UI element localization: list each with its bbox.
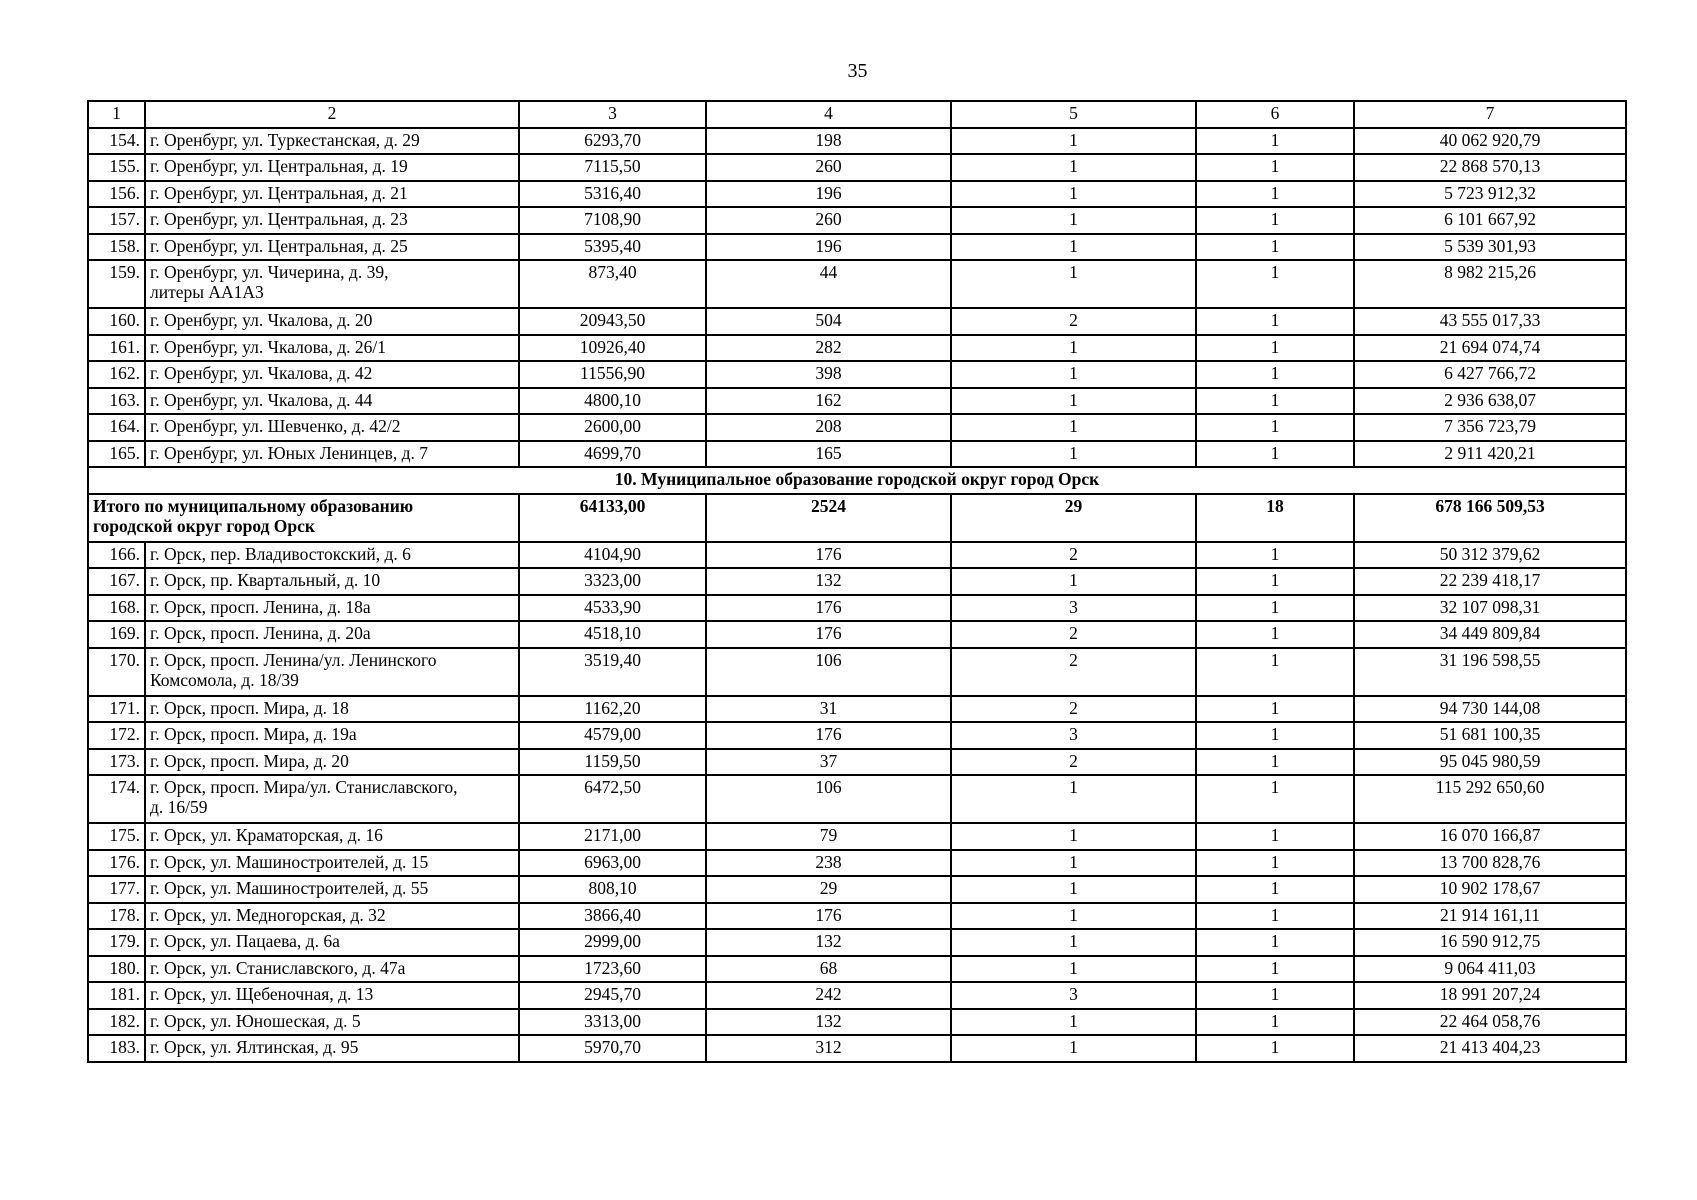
column-6-cell: 1 bbox=[1196, 154, 1354, 181]
column-4-cell: 242 bbox=[706, 982, 951, 1009]
column-5-cell: 1 bbox=[951, 388, 1196, 415]
column-4-cell: 238 bbox=[706, 850, 951, 877]
row-number-cell: 165. bbox=[88, 441, 145, 468]
table-row bbox=[88, 956, 1626, 983]
column-header-7: 7 bbox=[1354, 101, 1626, 128]
address-cell bbox=[145, 335, 519, 362]
table-row bbox=[88, 823, 1626, 850]
column-6-cell: 1 bbox=[1196, 1009, 1354, 1036]
table-row bbox=[88, 542, 1626, 569]
cost-cell: 2 936 638,07 bbox=[1354, 388, 1626, 415]
address-cell bbox=[145, 181, 519, 208]
row-number-cell: 182. bbox=[88, 1009, 145, 1036]
cost-cell: 115 292 650,60 bbox=[1354, 775, 1626, 823]
column-4-cell: 68 bbox=[706, 956, 951, 983]
table-row bbox=[88, 335, 1626, 362]
table-row bbox=[88, 207, 1626, 234]
address-cell bbox=[145, 648, 519, 696]
row-number-cell: 172. bbox=[88, 722, 145, 749]
column-4-cell: 198 bbox=[706, 128, 951, 155]
area-cell: 3519,40 bbox=[519, 648, 706, 696]
column-5-cell: 1 bbox=[951, 876, 1196, 903]
column-5-cell: 1 bbox=[951, 903, 1196, 930]
cost-cell: 6 427 766,72 bbox=[1354, 361, 1626, 388]
table-row bbox=[88, 648, 1626, 696]
table-row bbox=[88, 234, 1626, 261]
area-cell: 5970,70 bbox=[519, 1035, 706, 1062]
column-5-cell: 1 bbox=[951, 207, 1196, 234]
column-6-cell: 1 bbox=[1196, 722, 1354, 749]
column-header-6: 6 bbox=[1196, 101, 1354, 128]
column-4-cell: 196 bbox=[706, 234, 951, 261]
cost-cell: 51 681 100,35 bbox=[1354, 722, 1626, 749]
column-6-cell: 1 bbox=[1196, 595, 1354, 622]
address-line: г. Оренбург, ул. Юных Ленинцев, д. 7 bbox=[150, 442, 429, 463]
address-cell bbox=[145, 207, 519, 234]
address-cell bbox=[145, 441, 519, 468]
area-cell: 4699,70 bbox=[519, 441, 706, 468]
total-label-line-continued: городской округ город Орск bbox=[93, 515, 315, 536]
column-5-cell: 1 bbox=[951, 568, 1196, 595]
address-line: г. Орск, просп. Ленина, д. 20а bbox=[150, 623, 371, 643]
area-cell: 1159,50 bbox=[519, 749, 706, 776]
row-number-cell: 164. bbox=[88, 414, 145, 441]
area-cell: 6963,00 bbox=[519, 850, 706, 877]
column-6-cell: 1 bbox=[1196, 956, 1354, 983]
column-6-cell: 1 bbox=[1196, 903, 1354, 930]
address-cell bbox=[145, 595, 519, 622]
table-row bbox=[88, 260, 1626, 308]
address-line: г. Оренбург, ул. Центральная, д. 25 bbox=[150, 235, 408, 256]
column-5-cell: 1 bbox=[951, 335, 1196, 362]
column-header-4: 4 bbox=[706, 101, 951, 128]
row-number-cell: 180. bbox=[88, 956, 145, 983]
cost-cell: 5 723 912,32 bbox=[1354, 181, 1626, 208]
cost-cell: 43 555 017,33 bbox=[1354, 308, 1626, 335]
page-number: 35 bbox=[847, 60, 868, 82]
column-6-cell: 1 bbox=[1196, 568, 1354, 595]
column-6-cell: 1 bbox=[1196, 207, 1354, 234]
row-number-cell: 159. bbox=[88, 260, 145, 308]
address-cell bbox=[145, 749, 519, 776]
area-cell: 7115,50 bbox=[519, 154, 706, 181]
column-5-cell: 1 bbox=[951, 850, 1196, 877]
row-number-cell: 179. bbox=[88, 929, 145, 956]
row-number-cell: 155. bbox=[88, 154, 145, 181]
column-header-2: 2 bbox=[145, 101, 519, 128]
table-row bbox=[88, 696, 1626, 723]
address-cell bbox=[145, 388, 519, 415]
column-4-cell: 165 bbox=[706, 441, 951, 468]
row-number-cell: 176. bbox=[88, 850, 145, 877]
cost-cell: 7 356 723,79 bbox=[1354, 414, 1626, 441]
column-4-cell: 260 bbox=[706, 154, 951, 181]
column-6-cell: 1 bbox=[1196, 234, 1354, 261]
column-6-cell: 1 bbox=[1196, 929, 1354, 956]
area-cell: 7108,90 bbox=[519, 207, 706, 234]
row-number-cell: 177. bbox=[88, 876, 145, 903]
row-number-cell: 183. bbox=[88, 1035, 145, 1062]
section-heading-row bbox=[88, 467, 1626, 494]
column-5-cell: 2 bbox=[951, 542, 1196, 569]
table-row bbox=[88, 982, 1626, 1009]
table-row bbox=[88, 775, 1626, 823]
address-cell bbox=[145, 903, 519, 930]
row-number-cell: 166. bbox=[88, 542, 145, 569]
column-5-cell: 1 bbox=[951, 181, 1196, 208]
column-4-cell: 196 bbox=[706, 181, 951, 208]
table-row bbox=[88, 181, 1626, 208]
total-cost: 678 166 509,53 bbox=[1354, 494, 1626, 542]
column-5-cell: 1 bbox=[951, 260, 1196, 308]
column-4-cell: 106 bbox=[706, 775, 951, 823]
row-number-cell: 156. bbox=[88, 181, 145, 208]
column-4-cell: 208 bbox=[706, 414, 951, 441]
table-row bbox=[88, 361, 1626, 388]
address-line: г. Орск, ул. Ялтинская, д. 95 bbox=[150, 1037, 359, 1057]
column-6-cell: 1 bbox=[1196, 388, 1354, 415]
address-cell bbox=[145, 260, 519, 308]
column-6-cell: 1 bbox=[1196, 361, 1354, 388]
row-number-cell: 178. bbox=[88, 903, 145, 930]
column-6-cell: 1 bbox=[1196, 335, 1354, 362]
column-6-cell: 1 bbox=[1196, 982, 1354, 1009]
address-line: г. Орск, ул. Машиностроителей, д. 15 bbox=[150, 851, 429, 872]
column-4-cell: 29 bbox=[706, 876, 951, 903]
cost-cell: 10 902 178,67 bbox=[1354, 876, 1626, 903]
area-cell: 5316,40 bbox=[519, 181, 706, 208]
column-5-cell: 3 bbox=[951, 722, 1196, 749]
column-5-cell: 2 bbox=[951, 749, 1196, 776]
area-cell: 10926,40 bbox=[519, 335, 706, 362]
cost-cell: 31 196 598,55 bbox=[1354, 648, 1626, 696]
cost-cell: 9 064 411,03 bbox=[1354, 956, 1626, 983]
address-line: г. Оренбург, ул. Центральная, д. 23 bbox=[150, 209, 408, 229]
row-number-cell: 171. bbox=[88, 696, 145, 723]
cost-cell: 22 464 058,76 bbox=[1354, 1009, 1626, 1036]
row-number-cell: 168. bbox=[88, 595, 145, 622]
column-5-cell: 1 bbox=[951, 775, 1196, 823]
address-cell bbox=[145, 568, 519, 595]
address-cell bbox=[145, 621, 519, 648]
total-area: 64133,00 bbox=[519, 494, 706, 542]
address-line: г. Орск, ул. Машиностроителей, д. 55 bbox=[150, 878, 429, 898]
address-line: г. Орск, пр. Квартальный, д. 10 bbox=[150, 570, 381, 590]
address-cell bbox=[145, 982, 519, 1009]
column-4-cell: 31 bbox=[706, 696, 951, 723]
column-5-cell: 1 bbox=[951, 929, 1196, 956]
table-row bbox=[88, 441, 1626, 468]
column-6-cell: 1 bbox=[1196, 749, 1354, 776]
row-number-cell: 154. bbox=[88, 128, 145, 155]
column-4-cell: 176 bbox=[706, 621, 951, 648]
column-4-cell: 176 bbox=[706, 903, 951, 930]
table-row bbox=[88, 568, 1626, 595]
column-6-cell: 1 bbox=[1196, 414, 1354, 441]
address-line: г. Орск, просп. Мира, д. 18 bbox=[150, 697, 349, 718]
total-row bbox=[88, 494, 1626, 542]
address-cell bbox=[145, 823, 519, 850]
table-row bbox=[88, 308, 1626, 335]
address-line: г. Оренбург, ул. Центральная, д. 19 bbox=[150, 156, 408, 176]
address-line: г. Орск, ул. Юношеская, д. 5 bbox=[150, 1010, 361, 1031]
table-row bbox=[88, 1035, 1626, 1062]
cost-cell: 6 101 667,92 bbox=[1354, 207, 1626, 234]
table-row bbox=[88, 876, 1626, 903]
table-row bbox=[88, 128, 1626, 155]
address-line: г. Оренбург, ул. Чкалова, д. 42 bbox=[150, 363, 373, 383]
address-line: г. Орск, просп. Мира/ул. Станиславского, bbox=[150, 777, 458, 797]
column-5-cell: 3 bbox=[951, 595, 1196, 622]
address-cell bbox=[145, 929, 519, 956]
address-line: г. Орск, ул. Щебеночная, д. 13 bbox=[150, 984, 374, 1004]
column-6-cell: 1 bbox=[1196, 696, 1354, 723]
address-line: г. Оренбург, ул. Центральная, д. 21 bbox=[150, 182, 408, 203]
row-number-cell: 174. bbox=[88, 775, 145, 823]
table-row bbox=[88, 850, 1626, 877]
total-column-6: 18 bbox=[1196, 494, 1354, 542]
cost-cell: 21 413 404,23 bbox=[1354, 1035, 1626, 1062]
area-cell: 2945,70 bbox=[519, 982, 706, 1009]
row-number-cell: 160. bbox=[88, 308, 145, 335]
table-body bbox=[88, 101, 1626, 1062]
cost-cell: 22 239 418,17 bbox=[1354, 568, 1626, 595]
table-row bbox=[88, 414, 1626, 441]
address-line: г. Оренбург, ул. Чкалова, д. 44 bbox=[150, 389, 373, 410]
row-number-cell: 169. bbox=[88, 621, 145, 648]
area-cell: 4579,00 bbox=[519, 722, 706, 749]
area-cell: 1723,60 bbox=[519, 956, 706, 983]
cost-cell: 94 730 144,08 bbox=[1354, 696, 1626, 723]
address-line-continued: Комсомола, д. 18/39 bbox=[150, 669, 299, 690]
column-4-cell: 398 bbox=[706, 361, 951, 388]
cost-cell: 13 700 828,76 bbox=[1354, 850, 1626, 877]
column-4-cell: 132 bbox=[706, 1009, 951, 1036]
column-6-cell: 1 bbox=[1196, 441, 1354, 468]
column-4-cell: 312 bbox=[706, 1035, 951, 1062]
area-cell: 808,10 bbox=[519, 876, 706, 903]
cost-cell: 18 991 207,24 bbox=[1354, 982, 1626, 1009]
table-row bbox=[88, 722, 1626, 749]
area-cell: 4518,10 bbox=[519, 621, 706, 648]
column-5-cell: 1 bbox=[951, 956, 1196, 983]
column-4-cell: 260 bbox=[706, 207, 951, 234]
area-cell: 4104,90 bbox=[519, 542, 706, 569]
column-5-cell: 2 bbox=[951, 621, 1196, 648]
cost-cell: 40 062 920,79 bbox=[1354, 128, 1626, 155]
column-6-cell: 1 bbox=[1196, 850, 1354, 877]
row-number-cell: 181. bbox=[88, 982, 145, 1009]
cost-cell: 5 539 301,93 bbox=[1354, 234, 1626, 261]
address-line: г. Орск, просп. Мира, д. 20 bbox=[150, 750, 349, 771]
area-cell: 3313,00 bbox=[519, 1009, 706, 1036]
column-6-cell: 1 bbox=[1196, 181, 1354, 208]
column-5-cell: 1 bbox=[951, 1009, 1196, 1036]
cost-cell: 22 868 570,13 bbox=[1354, 154, 1626, 181]
address-cell bbox=[145, 696, 519, 723]
address-line-continued: литеры АА1А3 bbox=[150, 282, 264, 302]
address-line: г. Орск, ул. Медногорская, д. 32 bbox=[150, 904, 386, 925]
column-4-cell: 37 bbox=[706, 749, 951, 776]
column-6-cell: 1 bbox=[1196, 260, 1354, 308]
row-number-cell: 170. bbox=[88, 648, 145, 696]
address-line: г. Оренбург, ул. Туркестанская, д. 29 bbox=[150, 129, 420, 150]
table-row bbox=[88, 903, 1626, 930]
column-6-cell: 1 bbox=[1196, 128, 1354, 155]
column-6-cell: 1 bbox=[1196, 876, 1354, 903]
row-number-cell: 175. bbox=[88, 823, 145, 850]
table-row bbox=[88, 595, 1626, 622]
column-4-cell: 176 bbox=[706, 542, 951, 569]
address-line: г. Орск, просп. Ленина, д. 18а bbox=[150, 596, 371, 617]
column-header-3: 3 bbox=[519, 101, 706, 128]
address-line: г. Оренбург, ул. Чичерина, д. 39, bbox=[150, 262, 389, 282]
area-cell: 3323,00 bbox=[519, 568, 706, 595]
address-cell bbox=[145, 154, 519, 181]
area-cell: 2999,00 bbox=[519, 929, 706, 956]
address-cell bbox=[145, 234, 519, 261]
column-5-cell: 1 bbox=[951, 823, 1196, 850]
column-4-cell: 106 bbox=[706, 648, 951, 696]
total-column-5: 29 bbox=[951, 494, 1196, 542]
cost-cell: 32 107 098,31 bbox=[1354, 595, 1626, 622]
column-header-1: 1 bbox=[88, 101, 145, 128]
address-line: г. Орск, просп. Мира, д. 19а bbox=[150, 724, 357, 744]
column-5-cell: 2 bbox=[951, 308, 1196, 335]
address-cell bbox=[145, 722, 519, 749]
total-label-line: Итого по муниципальному образованию bbox=[93, 495, 414, 516]
column-4-cell: 176 bbox=[706, 722, 951, 749]
address-cell bbox=[145, 876, 519, 903]
table-row bbox=[88, 154, 1626, 181]
table-row bbox=[88, 621, 1626, 648]
address-cell bbox=[145, 542, 519, 569]
table-row bbox=[88, 1009, 1626, 1036]
column-5-cell: 1 bbox=[951, 361, 1196, 388]
row-number-cell: 162. bbox=[88, 361, 145, 388]
row-number-cell: 167. bbox=[88, 568, 145, 595]
address-line: г. Орск, ул. Пацаева, д. 6а bbox=[150, 931, 340, 951]
column-6-cell: 1 bbox=[1196, 823, 1354, 850]
area-cell: 873,40 bbox=[519, 260, 706, 308]
row-number-cell: 157. bbox=[88, 207, 145, 234]
area-cell: 2600,00 bbox=[519, 414, 706, 441]
address-line: г. Оренбург, ул. Чкалова, д. 26/1 bbox=[150, 336, 386, 357]
address-cell bbox=[145, 775, 519, 823]
cost-cell: 95 045 980,59 bbox=[1354, 749, 1626, 776]
column-4-cell: 176 bbox=[706, 595, 951, 622]
address-line: г. Орск, ул. Краматорская, д. 16 bbox=[150, 825, 383, 845]
address-line: г. Оренбург, ул. Шевченко, д. 42/2 bbox=[150, 416, 401, 436]
area-cell: 20943,50 bbox=[519, 308, 706, 335]
column-header-5: 5 bbox=[951, 101, 1196, 128]
column-4-cell: 79 bbox=[706, 823, 951, 850]
address-cell bbox=[145, 850, 519, 877]
total-column-4: 2524 bbox=[706, 494, 951, 542]
table-row bbox=[88, 749, 1626, 776]
area-cell: 11556,90 bbox=[519, 361, 706, 388]
address-cell bbox=[145, 1035, 519, 1062]
column-6-cell: 1 bbox=[1196, 1035, 1354, 1062]
cost-cell: 21 694 074,74 bbox=[1354, 335, 1626, 362]
address-line: г. Орск, пер. Владивостокский, д. 6 bbox=[150, 543, 411, 564]
table-row bbox=[88, 388, 1626, 415]
area-cell: 5395,40 bbox=[519, 234, 706, 261]
column-5-cell: 1 bbox=[951, 154, 1196, 181]
column-6-cell: 1 bbox=[1196, 542, 1354, 569]
column-5-cell: 2 bbox=[951, 696, 1196, 723]
column-6-cell: 1 bbox=[1196, 621, 1354, 648]
cost-cell: 16 590 912,75 bbox=[1354, 929, 1626, 956]
column-4-cell: 504 bbox=[706, 308, 951, 335]
column-6-cell: 1 bbox=[1196, 308, 1354, 335]
column-5-cell: 1 bbox=[951, 441, 1196, 468]
row-number-cell: 158. bbox=[88, 234, 145, 261]
address-cell bbox=[145, 361, 519, 388]
cost-cell: 50 312 379,62 bbox=[1354, 542, 1626, 569]
column-5-cell: 1 bbox=[951, 128, 1196, 155]
address-cell bbox=[145, 308, 519, 335]
column-4-cell: 132 bbox=[706, 929, 951, 956]
address-cell bbox=[145, 128, 519, 155]
address-line: г. Орск, ул. Станиславского, д. 47а bbox=[150, 957, 406, 978]
cost-cell: 2 911 420,21 bbox=[1354, 441, 1626, 468]
column-4-cell: 282 bbox=[706, 335, 951, 362]
area-cell: 6293,70 bbox=[519, 128, 706, 155]
address-line-continued: д. 16/59 bbox=[150, 797, 208, 817]
column-4-cell: 132 bbox=[706, 568, 951, 595]
address-cell bbox=[145, 956, 519, 983]
column-4-cell: 44 bbox=[706, 260, 951, 308]
column-5-cell: 2 bbox=[951, 648, 1196, 696]
section-title: 10. Муниципальное образование городской округ город Орск bbox=[88, 467, 1626, 494]
cost-cell: 8 982 215,26 bbox=[1354, 260, 1626, 308]
column-6-cell: 1 bbox=[1196, 648, 1354, 696]
housing-register-table bbox=[87, 100, 1627, 1063]
column-4-cell: 162 bbox=[706, 388, 951, 415]
cost-cell: 16 070 166,87 bbox=[1354, 823, 1626, 850]
cost-cell: 21 914 161,11 bbox=[1354, 903, 1626, 930]
row-number-cell: 173. bbox=[88, 749, 145, 776]
column-5-cell: 3 bbox=[951, 982, 1196, 1009]
total-label bbox=[88, 494, 519, 542]
area-cell: 3866,40 bbox=[519, 903, 706, 930]
address-cell bbox=[145, 414, 519, 441]
column-5-cell: 1 bbox=[951, 414, 1196, 441]
area-cell: 4533,90 bbox=[519, 595, 706, 622]
address-cell bbox=[145, 1009, 519, 1036]
cost-cell: 34 449 809,84 bbox=[1354, 621, 1626, 648]
address-line: г. Оренбург, ул. Чкалова, д. 20 bbox=[150, 310, 373, 330]
address-line: г. Орск, просп. Ленина/ул. Ленинского bbox=[150, 649, 437, 670]
area-cell: 6472,50 bbox=[519, 775, 706, 823]
table-row bbox=[88, 929, 1626, 956]
column-5-cell: 1 bbox=[951, 234, 1196, 261]
column-number-header-row bbox=[88, 101, 1626, 128]
area-cell: 1162,20 bbox=[519, 696, 706, 723]
row-number-cell: 163. bbox=[88, 388, 145, 415]
column-6-cell: 1 bbox=[1196, 775, 1354, 823]
area-cell: 2171,00 bbox=[519, 823, 706, 850]
column-5-cell: 1 bbox=[951, 1035, 1196, 1062]
row-number-cell: 161. bbox=[88, 335, 145, 362]
area-cell: 4800,10 bbox=[519, 388, 706, 415]
